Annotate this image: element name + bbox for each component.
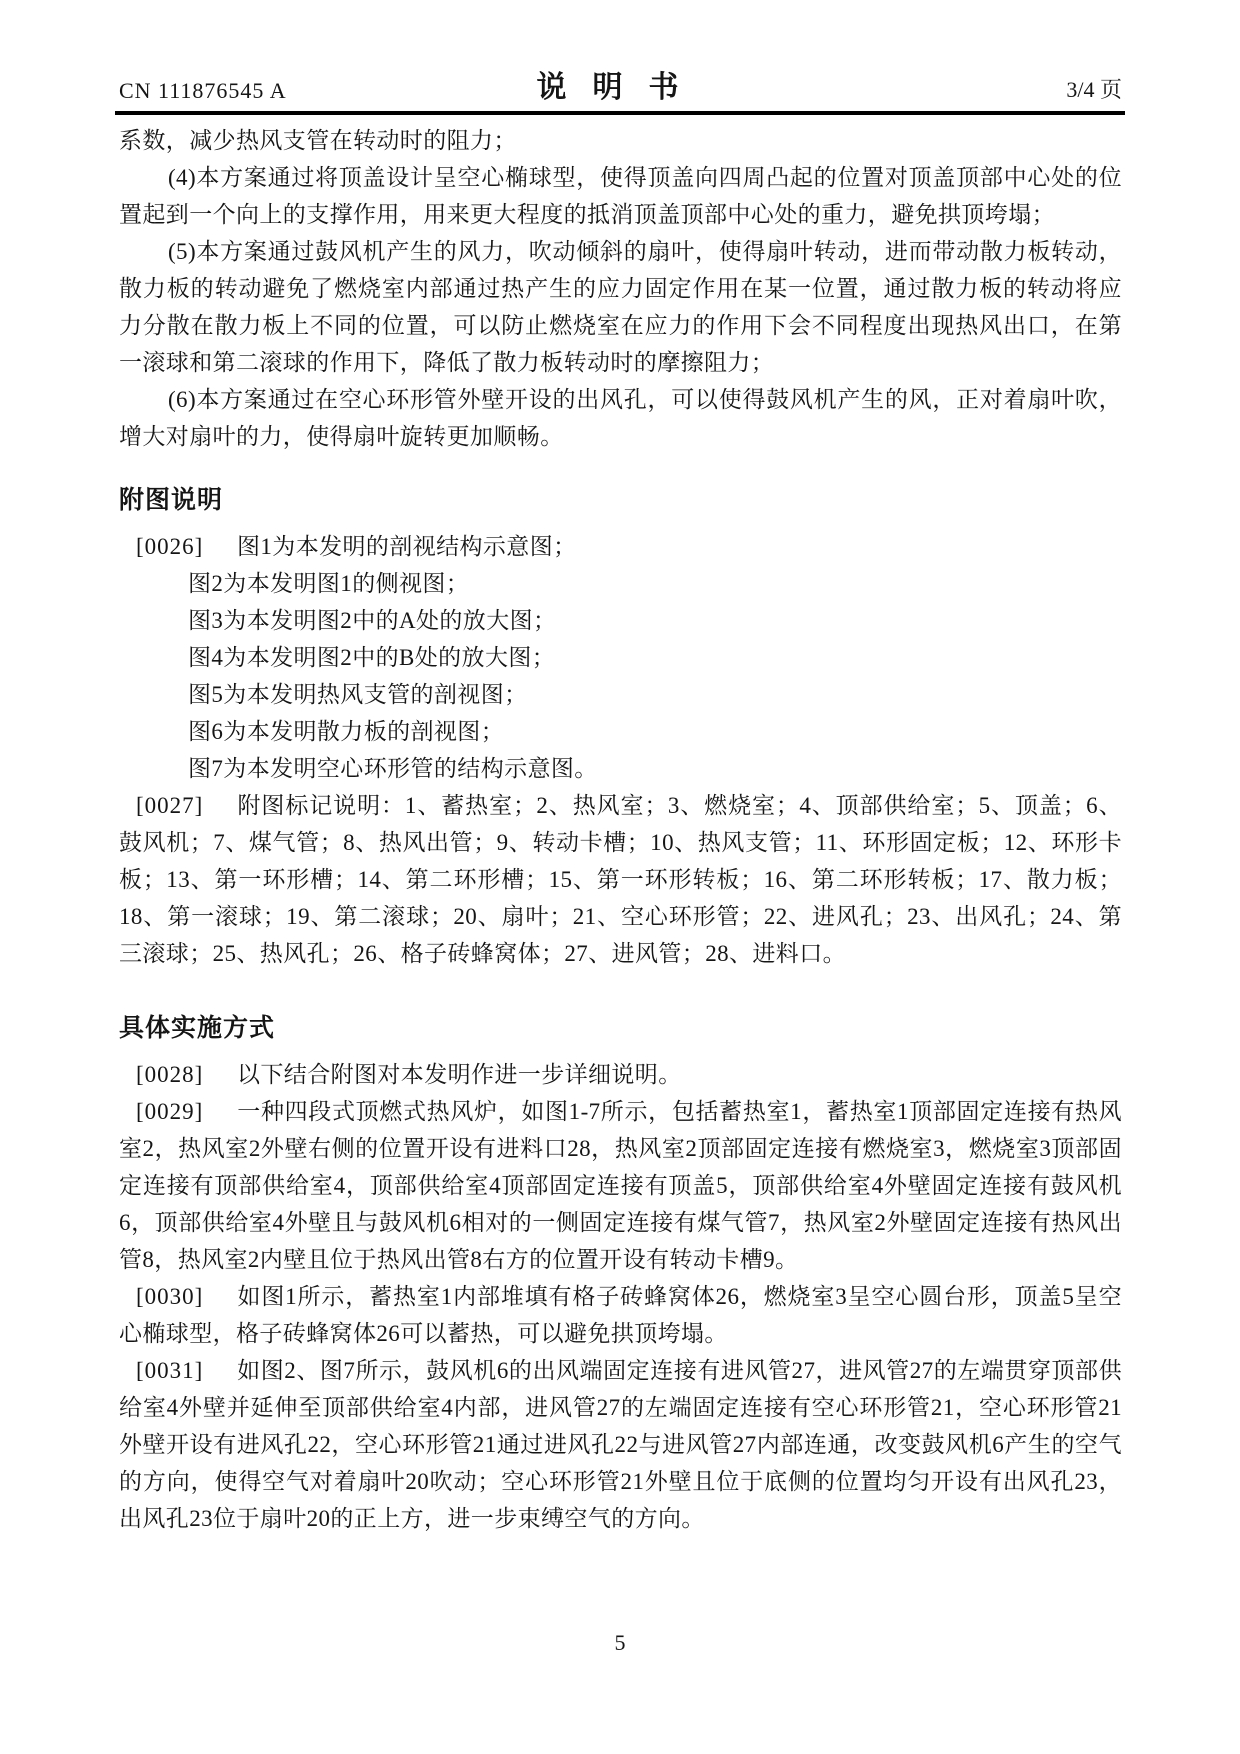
doc-number: CN 111876545 A — [119, 78, 287, 103]
paragraph-tag: [0030] — [136, 1284, 204, 1309]
paragraph: (4)本方案通过将顶盖设计呈空心椭球型，使得顶盖向四周凸起的位置对顶盖顶部中心处的位置起到一个向上的支撑作用，用来更大程度的抵消顶盖顶部中心处的重力，避免拱顶垮塌； — [119, 165, 1122, 227]
paragraph-text: 如图2、图7所示，鼓风机6的出风端固定连接有进风管27，进风管27的左端贯穿顶部供给室4外壁并延伸至顶部供给室4内部，进风管27的左端固定连接有空心环形管21，空心环形管21外壁开设有进风孔22，空心环形管21通过进风孔22与进风管27内部连通，改变鼓风机6产生的空气的方向，使得空气对着扇叶20吹动；空心环形管21外壁且位于底侧的位置均匀开设有出风孔23，出风孔23位于扇叶20的正上方，进一步束缚空气的方向。 — [119, 1358, 1122, 1531]
paragraph — [119, 1278, 1122, 1352]
paragraph: (5)本方案通过鼓风机产生的风力，吹动倾斜的扇叶，使得扇叶转动，进而带动散力板转动，散力板的转动避免了燃烧室内部通过热产生的应力固定作用在某一位置，通过散力板的转动将应力分散在散力板上不同的位置，可以防止燃烧室在应力的作用下会不同程度出现热风出口，在第一滚球和第二滚球的作用下，降低了散力板转动时的摩擦阻力； — [119, 239, 1122, 375]
paragraph: 系数，减少热风支管在转动时的阻力； — [119, 128, 517, 153]
document-body — [119, 122, 1122, 1537]
paragraph: 图5为本发明热风支管的剖视图； — [188, 682, 528, 707]
paragraph-tag: [0031] — [136, 1358, 204, 1383]
paragraph — [119, 528, 1122, 565]
paragraph-text: 图1为本发明的剖视结构示意图； — [237, 534, 577, 559]
paragraph — [119, 1352, 1122, 1537]
paragraph: 图6为本发明散力板的剖视图； — [188, 719, 505, 744]
section-heading: 具体实施方式 — [119, 1014, 276, 1042]
paragraph-tag: [0027] — [136, 793, 204, 818]
doc-title: 说明书 — [536, 71, 705, 104]
paragraph: 图4为本发明图2中的B处的放大图； — [188, 645, 556, 670]
paragraph — [119, 1093, 1122, 1278]
paragraph — [119, 787, 1122, 972]
paragraph-tag: [0029] — [136, 1099, 204, 1124]
paragraph-tag: [0026] — [136, 534, 204, 559]
page-header — [119, 66, 1122, 106]
paragraph-text: 附图标记说明：1、蓄热室；2、热风室；3、燃烧室；4、顶部供给室；5、顶盖；6、鼓风机；7、煤气管；8、热风出管；9、转动卡槽；10、热风支管；11、环形固定板；12、环形卡板；13、第一环形槽；14、第二环形槽；15、第一环形转板；16、第二环形转板；17、散力板；18、第一滚球；19、第二滚球；20、扇叶；21、空心环形管；22、进风孔；23、出风孔；24、第三滚球；25、热风孔；26、格子砖蜂窝体；27、进风管；28、进料口。 — [119, 793, 1122, 966]
page-number: 5 — [614, 1630, 626, 1655]
paragraph — [119, 1056, 1122, 1093]
paragraph-tag: [0028] — [136, 1062, 204, 1087]
paragraph: (6)本方案通过在空心环形管外壁开设的出风孔，可以使得鼓风机产生的风，正对着扇叶吹，增大对扇叶的力，使得扇叶旋转更加顺畅。 — [119, 387, 1122, 449]
page-indicator: 3/4 页 — [1066, 77, 1122, 102]
paragraph-text: 以下结合附图对本发明作进一步详细说明。 — [237, 1062, 682, 1087]
paragraph-text: 如图1所示，蓄热室1内部堆填有格子砖蜂窝体26，燃烧室3呈空心圆台形，顶盖5呈空心椭球型，格子砖蜂窝体26可以蓄热，可以避免拱顶垮塌。 — [119, 1284, 1122, 1346]
page-footer — [0, 1630, 1240, 1656]
paragraph: 图2为本发明图1的侧视图； — [188, 571, 470, 596]
paragraph-text: 一种四段式顶燃式热风炉，如图1-7所示，包括蓄热室1，蓄热室1顶部固定连接有热风室2，热风室2外壁右侧的位置开设有进料口28，热风室2顶部固定连接有燃烧室3，燃烧室3顶部固定连接有顶部供给室4，顶部供给室4顶部固定连接有顶盖5，顶部供给室4外壁固定连接有鼓风机6，顶部供给室4外壁且与鼓风机6相对的一侧固定连接有煤气管7，热风室2外壁固定连接有热风出管8，热风室2内壁且位于热风出管8右方的位置开设有转动卡槽9。 — [119, 1099, 1122, 1272]
header-rule — [115, 111, 1125, 115]
paragraph: 图7为本发明空心环形管的结构示意图。 — [188, 756, 598, 781]
paragraph: 图3为本发明图2中的A处的放大图； — [188, 608, 557, 633]
section-heading: 附图说明 — [119, 486, 224, 514]
